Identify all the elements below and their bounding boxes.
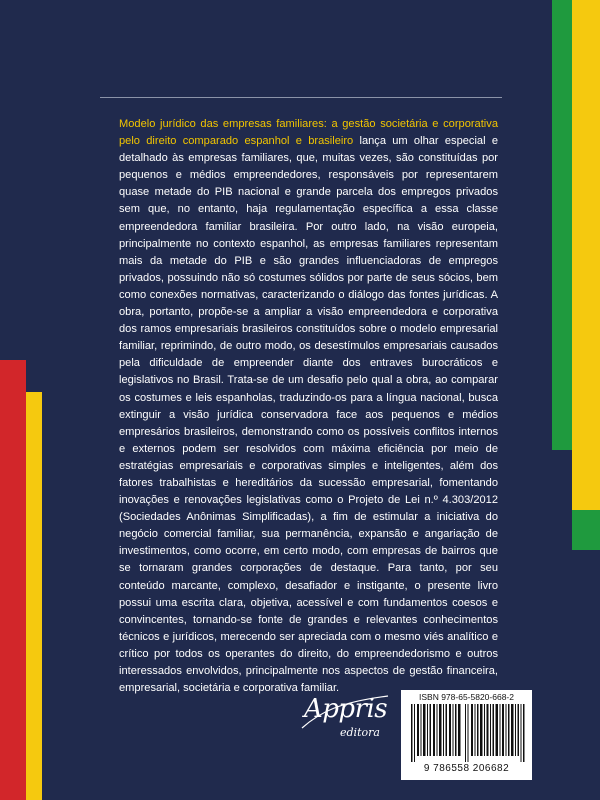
publisher-logo	[300, 692, 390, 752]
red-stripe-left	[0, 360, 26, 800]
yellow-stripe-right	[572, 0, 600, 510]
top-divider	[100, 97, 502, 98]
green-stripe-right-lower	[572, 510, 600, 550]
green-stripe-right	[552, 0, 572, 450]
barcode-digits: 9 786558 206682	[423, 763, 510, 774]
barcode-panel	[401, 690, 532, 780]
isbn-label: ISBN 978-65-5820-668-2	[419, 692, 514, 702]
publisher-logo-sub: editora	[340, 726, 380, 739]
barcode-icon	[409, 704, 525, 762]
synopsis-text	[119, 116, 498, 697]
publisher-logo-word: Appris	[304, 694, 388, 724]
book-title-highlight: Modelo jurídico das empresas familiares: a gestão societária e corporativa pelo direito comparado espanhol e brasileiro	[119, 118, 498, 148]
synopsis-body: lança um olhar especial e detalhado às empresas familiares, que, muitas vezes, são constituídas por pequenos e médios empreendedores, responsáveis por representarem quase metade do PIB nacional e grande parcela dos empregos privados sem que, no entanto, haja regulamentação específica a essa classe empreendedora familiar brasileira. Por outro lado, na visão europeia, principalmente no contexto espanhol, as empresas familiares representam mais da metade do PIB e são grandes influenciadoras de empregos privados, possuindo não só costumes sólidos por parte de seus sócios, bem como conexões normativas, caracterizando o diálogo das fontes jurídicas. A obra, portanto, propõe-se a ampliar a visão empreendedora e corporativa dos ramos empresariais brasileiros constituídos sobre o modelo empresarial familiar, reprimindo, de outro modo, os desestímulos empresariais causados pela dificuldade de empreender diante dos entraves burocráticos e legislativos no Brasil. Trata-se de um desafio pelo qual a obra, ao comparar os costumes e leis espanholas, traduzindo-os para a língua nacional, busca extinguir a visão jurídica conservadora face aos pequenos e médios empresários brasileiros, demonstrando como os possíveis conflitos internos e externos podem ser resolvidos com máxima eficiência por meio de estratégias empresariais e corporativas simples e inteligentes, além dos fatores trabalhistas e hereditários da sucessão empresarial, fomentando inovações e renovações legislativas como o Projeto de Lei n.º 4.303/2012 (Sociedades Anônimas Simplificadas), a fim de estimular a iniciativa do negócio comercial familiar, sua permanência, expansão e angariação de investimentos, como ocorre, em certo modo, com empresas de bairros que se tornaram grandes corporações de destaque. Para tanto, por seu conteúdo marcante, complexo, desafiador e instigante, o presente livro possui uma escrita clara, objetiva, acessível e com fundamentos coesos e convincentes, tornando-se fonte de grandes e relevantes conhecimentos técnicos e jurídicos, merecendo ser apreciada com o mesmo viés analítico e crítico por todos os operantes do direito, do empreendedorismo e outros interessados envolvidos, principalmente nos aspectos de gestão financeira, empresarial, societária e corporativa familiar.	[119, 135, 499, 695]
yellow-stripe-left	[26, 392, 42, 800]
